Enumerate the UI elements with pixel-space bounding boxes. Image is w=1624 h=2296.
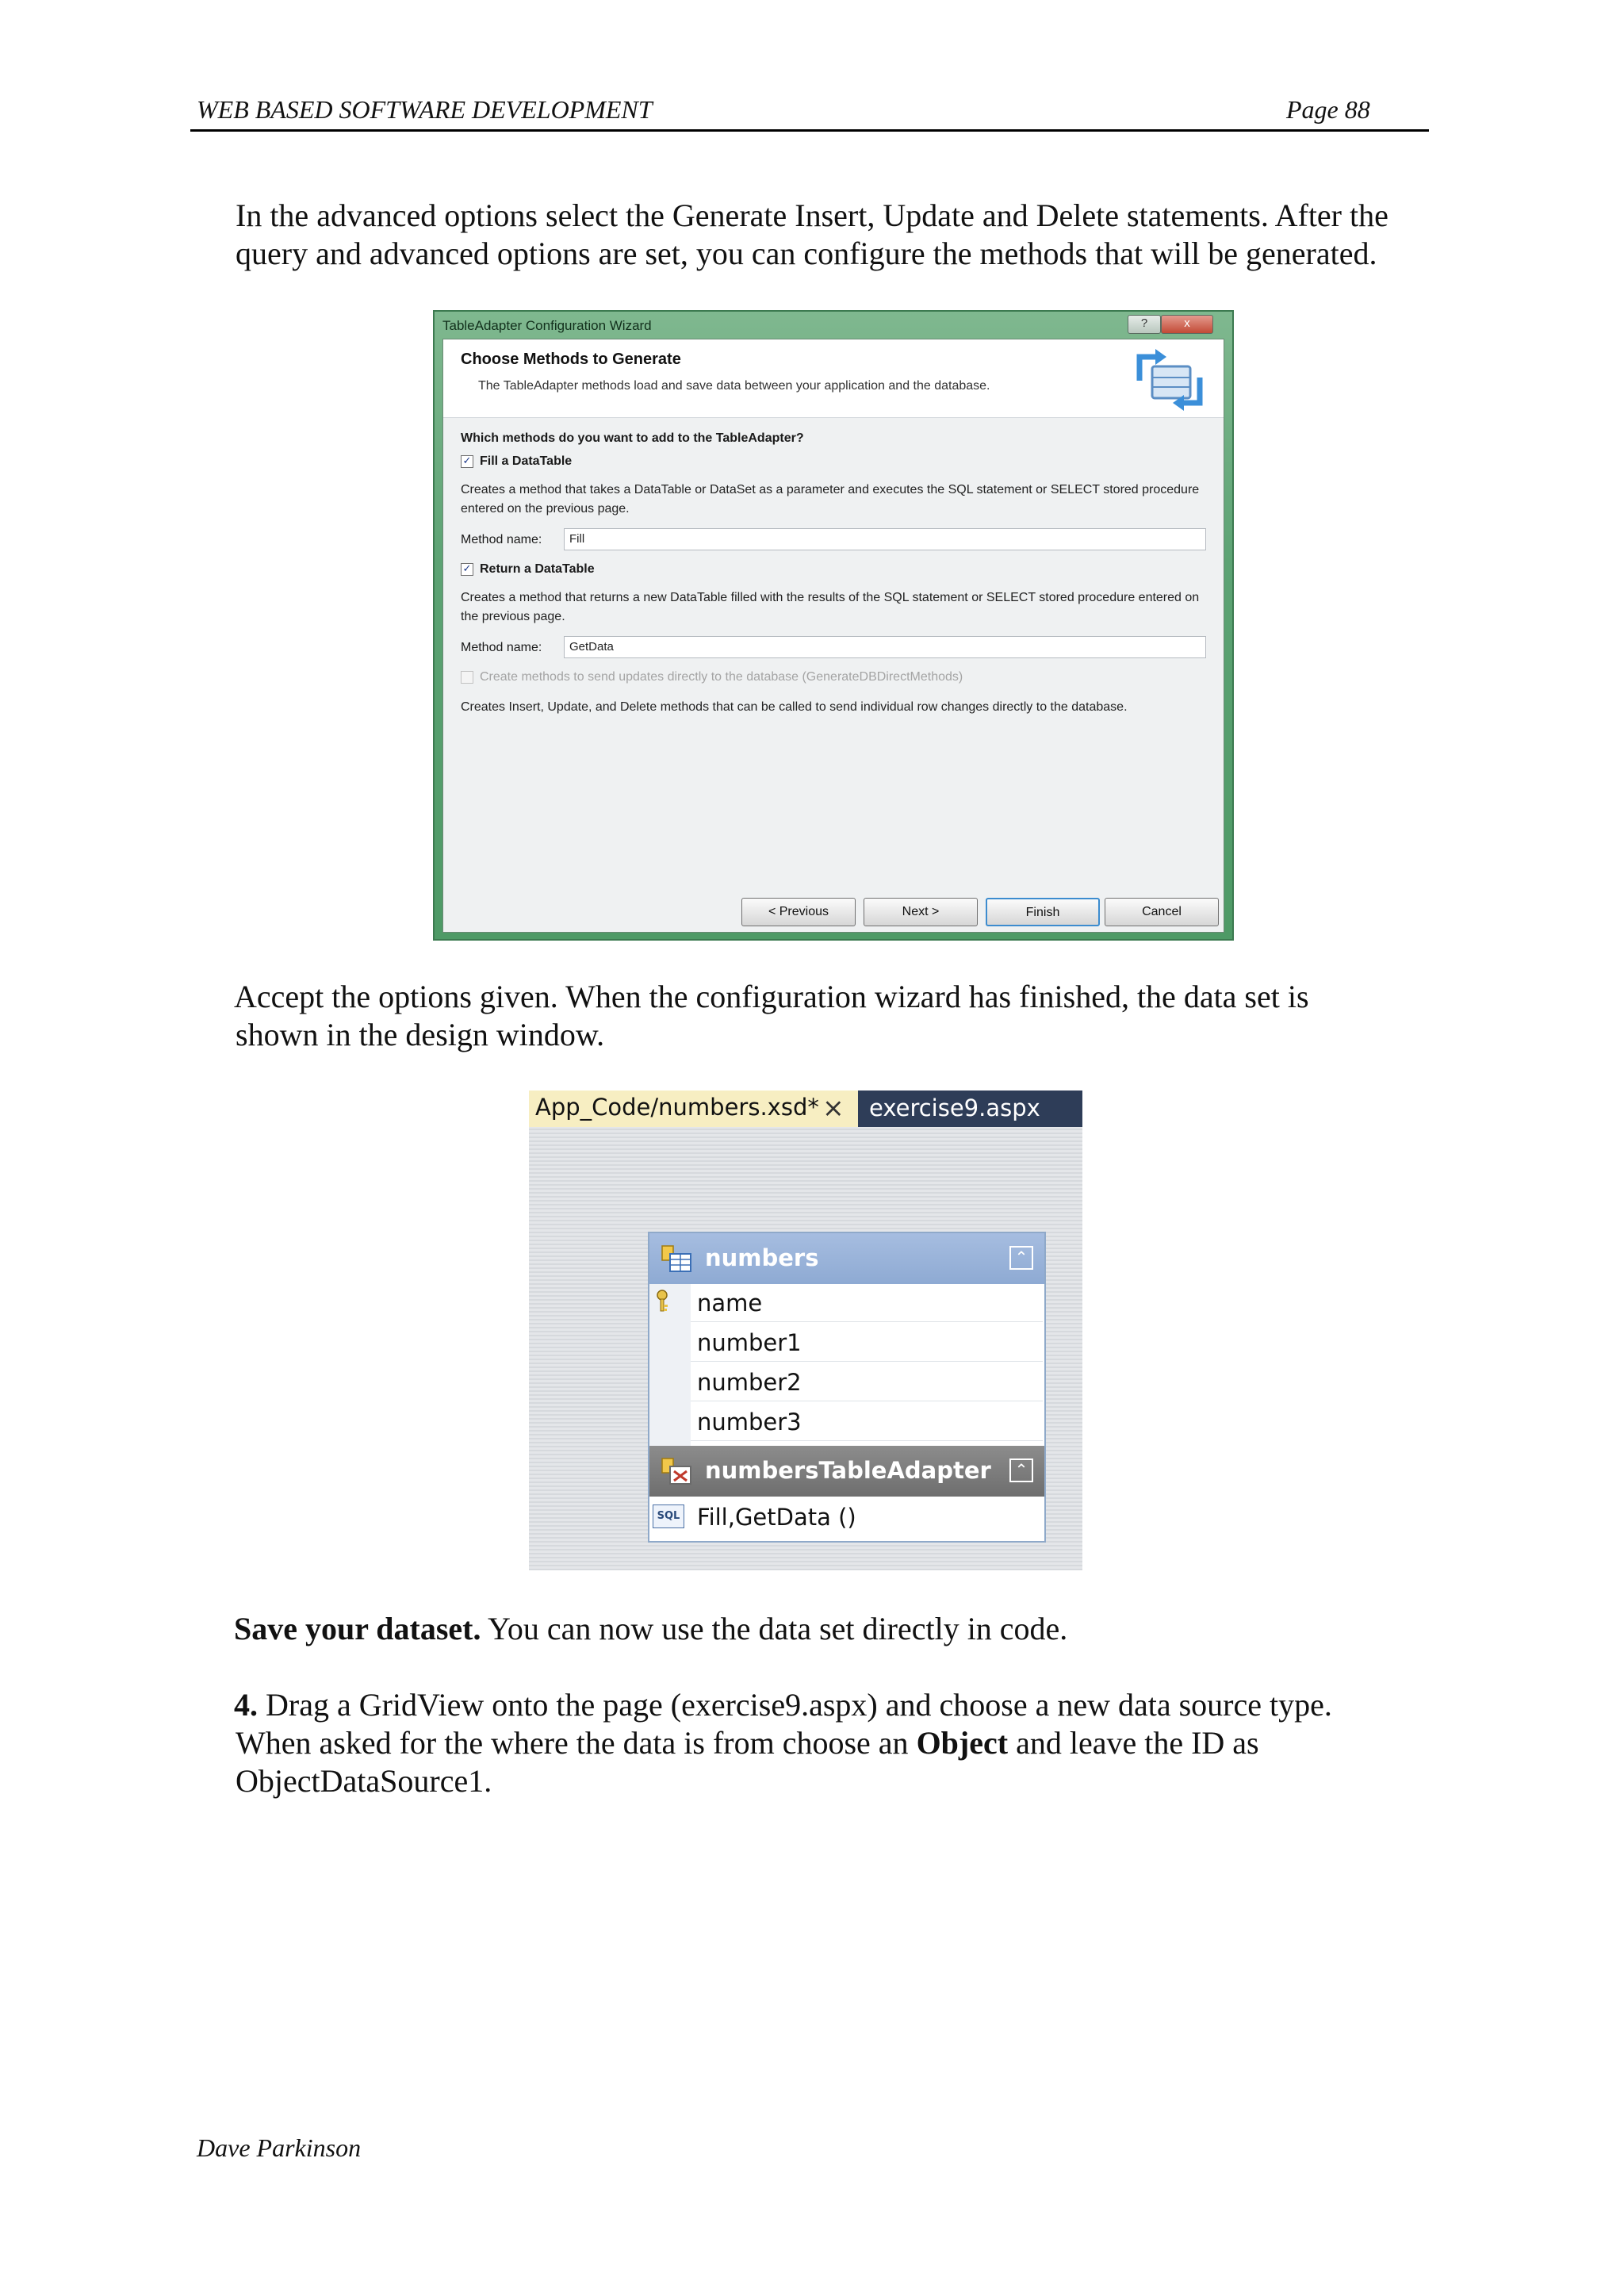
table-sync-icon	[1132, 347, 1208, 411]
fill-datatable-label: Fill a DataTable	[480, 454, 573, 468]
next-button[interactable]: Next >	[864, 898, 978, 926]
previous-button[interactable]: < Previous	[741, 898, 856, 926]
direct-methods-label: Create methods to send updates directly to the database (GenerateDBDirectMethods)	[480, 670, 963, 684]
key-column-gutter	[649, 1284, 691, 1446]
numbers-datatable[interactable]	[648, 1232, 1046, 1543]
header-rule	[190, 129, 1429, 132]
adapter-query[interactable]: Fill,GetData ()	[697, 1504, 856, 1531]
save-paragraph	[234, 1610, 1455, 1648]
save-bold: Save your dataset.	[234, 1611, 481, 1646]
step4-line1: Drag a GridView onto the page (exercise9.aspx) and choose a new data source type.	[258, 1687, 1332, 1723]
accept-line-2: shown in the design window.	[236, 1017, 605, 1052]
accept-line-1: Accept the options given. When the configuration wizard has finished, the data set is	[234, 979, 1309, 1014]
return-description: Creates a method that returns a new DataTable filled with the results of the SQL statement or SELECT stored procedure entered on the previous page.	[461, 591, 1200, 623]
tab-close-icon[interactable]: ×	[822, 1092, 845, 1123]
step4-number: 4.	[234, 1687, 258, 1723]
datatable-icon	[661, 1244, 692, 1273]
accept-paragraph	[234, 978, 1455, 1054]
help-button[interactable]: ?	[1128, 315, 1161, 334]
wizard-banner	[443, 339, 1224, 418]
methods-question: Which methods do you want to add to the TableAdapter?	[461, 431, 804, 445]
intro-line-2: query and advanced options are set, you can configure the methods that will be generated.	[236, 236, 1377, 271]
collapse-icon[interactable]: ⌃	[1009, 1246, 1033, 1270]
tableadapter-header[interactable]	[649, 1446, 1044, 1497]
footer-author: Dave Parkinson	[197, 2133, 362, 2162]
tableadapter-icon	[661, 1457, 692, 1485]
return-method-name-input[interactable]: GetData	[564, 636, 1206, 658]
close-button[interactable]: x	[1161, 315, 1213, 334]
dataset-designer	[529, 1091, 1082, 1570]
column-number3[interactable]: number3	[691, 1403, 1043, 1441]
return-method-name-label: Method name:	[461, 641, 542, 654]
fill-method-name-input[interactable]: Fill	[564, 528, 1206, 550]
direct-methods-checkbox[interactable]	[461, 671, 473, 684]
finish-button[interactable]: Finish	[986, 898, 1100, 926]
fill-datatable-checkbox[interactable]: ✓	[461, 455, 473, 468]
tab-exercise9-aspx[interactable]: exercise9.aspx	[858, 1091, 1082, 1127]
adapter-collapse-icon[interactable]: ⌃	[1009, 1458, 1033, 1482]
wizard-heading: Choose Methods to Generate	[461, 351, 681, 368]
running-header-title: WEB BASED SOFTWARE DEVELOPMENT	[197, 95, 653, 124]
step4-line2-post: and leave the ID as	[1008, 1725, 1259, 1761]
return-datatable-checkbox[interactable]: ✓	[461, 563, 473, 576]
intro-line-1: In the advanced options select the Generate Insert, Update and Delete statements. After the	[236, 197, 1388, 233]
step4-line2-pre: When asked for the where the data is from choose an	[236, 1725, 917, 1761]
column-number2[interactable]: number2	[691, 1363, 1043, 1401]
fill-description: Creates a method that takes a DataTable or DataSet as a parameter and executes the SQL statement or SELECT stored procedure entered on the previous page.	[461, 483, 1200, 516]
tab-numbers-xsd[interactable]: App_Code/numbers.xsd*	[535, 1094, 819, 1121]
sql-query-icon: SQL	[653, 1504, 684, 1528]
intro-paragraph	[236, 197, 1457, 273]
wizard-title: TableAdapter Configuration Wizard	[442, 318, 652, 333]
primary-key-icon	[654, 1289, 673, 1313]
step4-line3: ObjectDataSource1.	[236, 1763, 492, 1799]
column-number1[interactable]: number1	[691, 1324, 1043, 1362]
datatable-name: numbers	[705, 1244, 819, 1271]
return-datatable-label: Return a DataTable	[480, 562, 595, 576]
document-tab-strip	[529, 1091, 1082, 1127]
save-rest: You can now use the data set directly in code.	[481, 1611, 1068, 1646]
datatable-header[interactable]	[649, 1233, 1044, 1284]
wizard-client-area	[442, 339, 1224, 933]
column-name[interactable]: name	[691, 1284, 1043, 1322]
step4-line2-bold: Object	[916, 1725, 1009, 1761]
direct-methods-description: Creates Insert, Update, and Delete methods that can be called to send individual row changes directly to the database.	[461, 700, 1128, 714]
tableadapter-name: numbersTableAdapter	[705, 1457, 991, 1484]
tableadapter-wizard-window	[433, 310, 1234, 941]
cancel-button[interactable]: Cancel	[1105, 898, 1219, 926]
step4-paragraph	[234, 1686, 1455, 1800]
page-number: Page 88	[1286, 95, 1370, 124]
wizard-subheading: The TableAdapter methods load and save data between your application and the database.	[478, 379, 990, 393]
fill-method-name-label: Method name:	[461, 533, 542, 546]
